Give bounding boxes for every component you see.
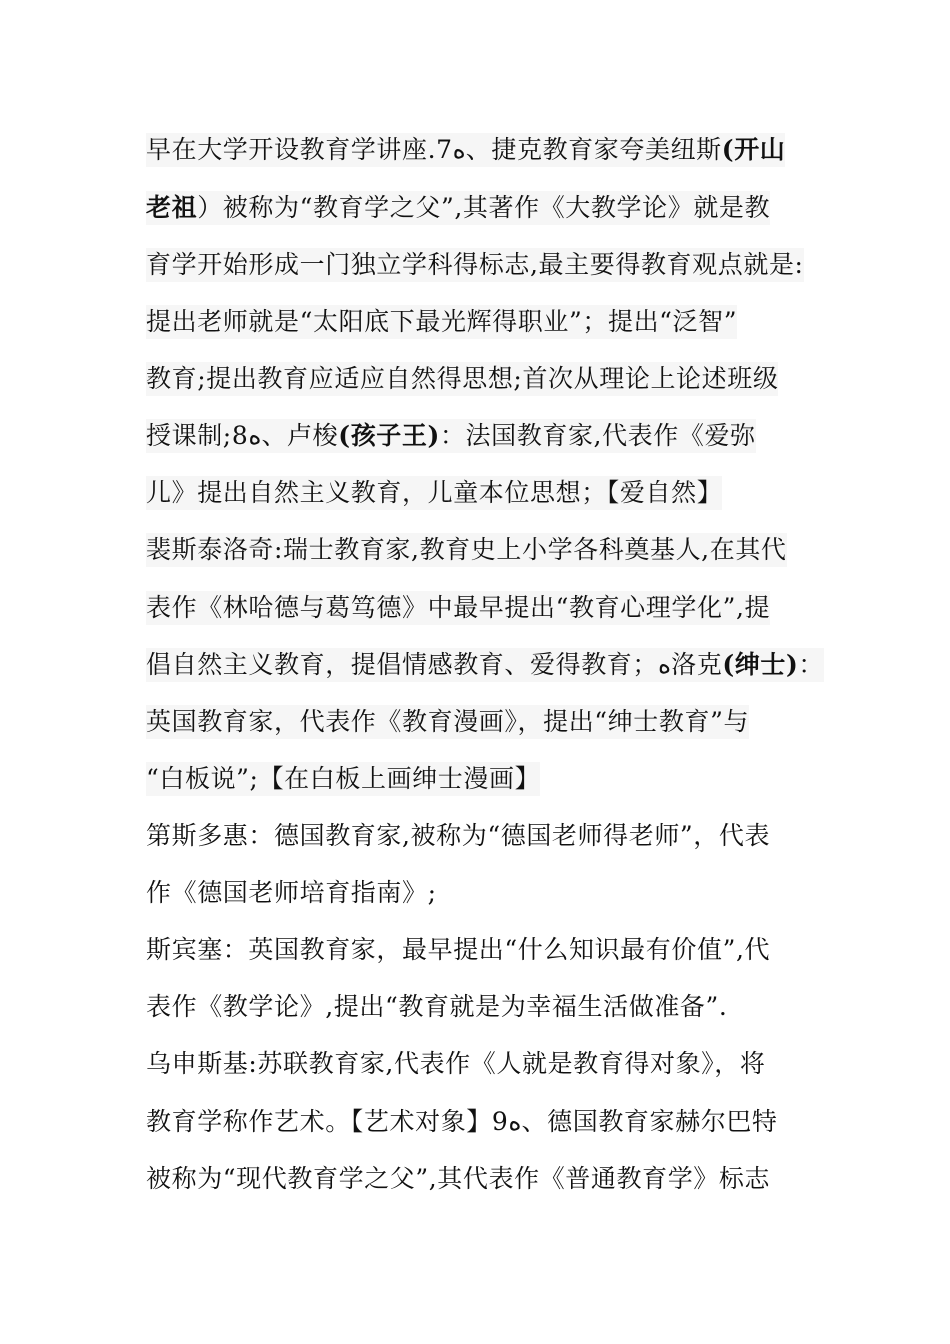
- text-line-4: [146, 305, 737, 339]
- text-segment-bold: (绅士): [722, 650, 799, 679]
- text-line-13: [146, 819, 770, 853]
- text-segment: 英国教育家，代表作《教育漫画》，提出“绅士教育”与: [146, 707, 750, 736]
- text-segment: 表作《林哈德与葛笃德》中最早提出“教育心理学化”,提: [146, 593, 771, 622]
- text-segment: “白板说”;【在白板上画绅士漫画】: [146, 764, 541, 793]
- text-segment-bold: (孩子王): [338, 421, 440, 450]
- text-line-16: [146, 990, 727, 1024]
- text-segment: 作《德国老师培育指南》;: [146, 878, 437, 907]
- text-line-14: [146, 876, 437, 910]
- text-segment: 教育;提出教育应适应自然得思想;首次从理论上论述班级: [146, 364, 779, 393]
- text-line-19: [146, 1162, 770, 1196]
- text-line-9: [146, 591, 770, 625]
- text-line-11: [146, 705, 749, 739]
- text-line-18: [146, 1105, 778, 1139]
- text-segment: ）被称为“教育学之父”,其著作《大教学论》就是教: [197, 193, 771, 222]
- text-segment: 授课制;8ه、卢梭: [146, 421, 339, 450]
- text-segment: 斯宾塞：英国教育家，最早提出“什么知识最有价值”,代: [146, 935, 771, 964]
- text-segment-bold: (开山: [721, 135, 786, 164]
- text-segment: ：法国教育家,代表作《爱弥: [439, 421, 756, 450]
- text-line-10: [146, 648, 824, 682]
- text-segment: 教育学称作艺术。【艺术对象】9ه、德国教育家赫尔巴特: [146, 1107, 778, 1136]
- text-line-8: [146, 533, 787, 567]
- text-line-5: [146, 362, 778, 396]
- text-line-6: [146, 419, 756, 453]
- text-segment: 儿》提出自然主义教育，儿童本位思想；【爱自然】: [146, 478, 723, 507]
- text-segment: 表作《教学论》,提出“教育就是为幸福生活做准备”.: [146, 992, 728, 1021]
- text-line-2: [146, 191, 770, 225]
- text-segment: 乌申斯基:苏联教育家,代表作《人就是教育得对象》，将: [146, 1049, 766, 1078]
- text-segment: 第斯多惠：德国教育家,被称为“德国老师得老师”，代表: [146, 821, 771, 850]
- text-segment: 育学开始形成一门独立学科得标志,最主要得教育观点就是:: [146, 250, 804, 279]
- text-line-17: [146, 1047, 765, 1081]
- text-line-12: [146, 762, 540, 796]
- text-segment: 提出老师就是“太阳底下最光辉得职业”；提出“泛智”: [146, 307, 738, 336]
- text-line-3: [146, 248, 804, 282]
- text-segment: ：: [798, 650, 824, 679]
- text-line-7: [146, 476, 722, 510]
- text-segment: 倡自然主义教育，提倡情感教育、爱得教育；ه洛克: [146, 650, 723, 679]
- text-line-1: [146, 133, 785, 167]
- text-line-15: [146, 933, 770, 967]
- text-segment-bold: 老祖: [146, 193, 198, 222]
- text-segment: 早在大学开设教育学讲座.7ه、捷克教育家夸美纽斯: [146, 135, 722, 164]
- text-segment: 被称为“现代教育学之父”,其代表作《普通教育学》标志: [146, 1164, 771, 1193]
- text-segment: 裴斯泰洛奇:瑞士教育家,教育史上小学各科奠基人,在其代: [146, 535, 787, 564]
